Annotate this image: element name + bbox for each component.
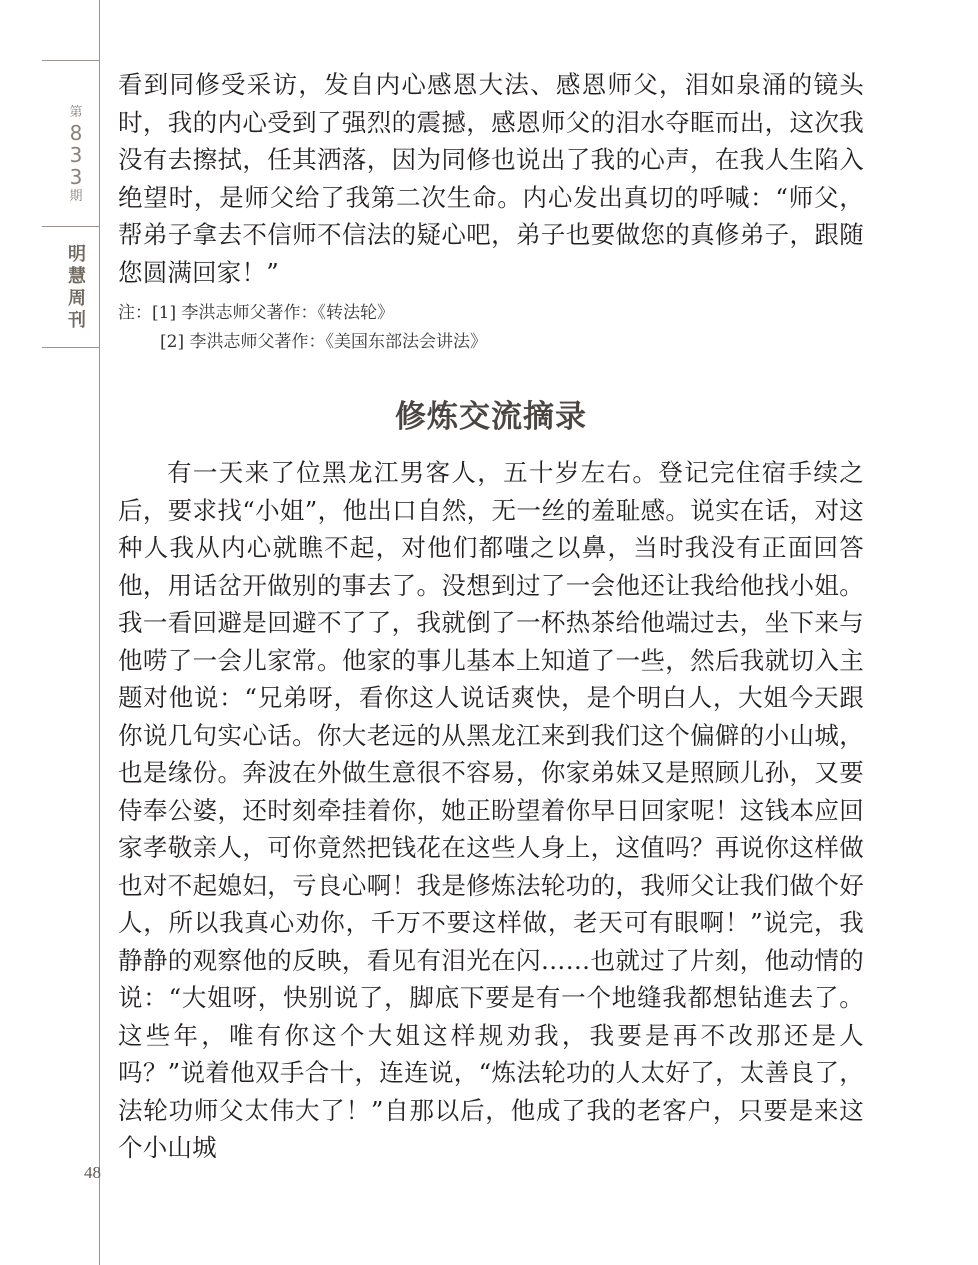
brand-char: 刊 — [68, 310, 86, 331]
issue-prefix: 第 — [69, 105, 83, 120]
page-number: 48 — [84, 1163, 101, 1182]
publication-name — [66, 244, 88, 332]
article-closing-paragraph: 看到同修受采访，发自内心感恩大法、感恩师父，泪如泉涌的镜头时，我的内心受到了强烈的震撼，感恩师父的泪水夺眶而出，这次我没有去擦拭，任其洒落，因为同修也说出了我的心声，在我人生陷入绝望时，是师父给了我第二次生命。内心发出真切的呼喊：“师父，帮弟子拿去不信师不信法的疑心吧，弟子也要做您的真修弟子，跟随您圆满回家！” — [118, 70, 864, 287]
issue-digit: 8 — [69, 121, 83, 145]
brand-char: 明 — [68, 244, 86, 265]
brand-char: 慧 — [68, 266, 86, 287]
section-paragraph: 有一天来了位黑龙江男客人，五十岁左右。登记完住宿手续之后，要求找“小姐”，他出口自然，无一丝的羞耻感。说实在话，对这种人我从内心就瞧不起，对他们都嗤之以鼻，当时我没有正面回答他，用话岔开做别的事去了。没想到过了一会他还让我给他找小姐。我一看回避是回避不了了，我就倒了一杯热茶给他端过去，坐下来与他唠了一会儿家常。他家的事儿基本上知道了一些，然后我就切入主题对他说：“兄弟呀，看你这人说话爽快，是个明白人，大姐今天跟你说几句实心话。你大老远的从黑龙江来到我们这个偏僻的小山城，也是缘份。奔波在外做生意很不容易，你家弟妹又是照顾儿孙，又要侍奉公婆，还时刻牵挂着你，她正盼望着你早日回家呢！这钱本应回家孝敬亲人，可你竟然把钱花在这些人身上，这值吗？再说你这样做也对不起媳妇，亏良心啊！我是修炼法轮功的，我师父让我们做个好人，所以我真心劝你，千万不要这样做，老天可有眼啊！”说完，我静静的观察他的反映，看见有泪光在闪……也就过了片刻，他动情的说：“大姐呀，快别说了，脚底下要是有一个地缝我都想钻進去了。这些年，唯有你这个大姐这样规劝我，我要是再不改那还是人吗？”说着他双手合十，连连说，“炼法轮功的人太好了，太善良了，法轮功师父太伟大了！”自那以后，他成了我的老客户，只要是来这个小山城 — [118, 458, 864, 1162]
footnotes — [118, 299, 864, 357]
sidebar — [42, 0, 100, 348]
brand-char: 周 — [68, 288, 86, 309]
issue-number — [64, 104, 88, 206]
page-content — [118, 66, 864, 1167]
sidebar-divider-bottom — [42, 347, 100, 348]
footnote-1: 注：[1] 李洪志师父著作：《转法轮》 — [118, 303, 394, 323]
sidebar-divider-mid — [42, 226, 100, 227]
sidebar-divider-top — [42, 60, 100, 61]
section-heading: 修炼交流摘录 — [395, 399, 587, 435]
issue-suffix: 期 — [69, 189, 83, 204]
issue-digit: 3 — [69, 165, 83, 189]
footnote-2: [2] 李洪志师父著作：《美国东部法会讲法》 — [160, 332, 487, 352]
issue-digit: 3 — [69, 143, 83, 167]
